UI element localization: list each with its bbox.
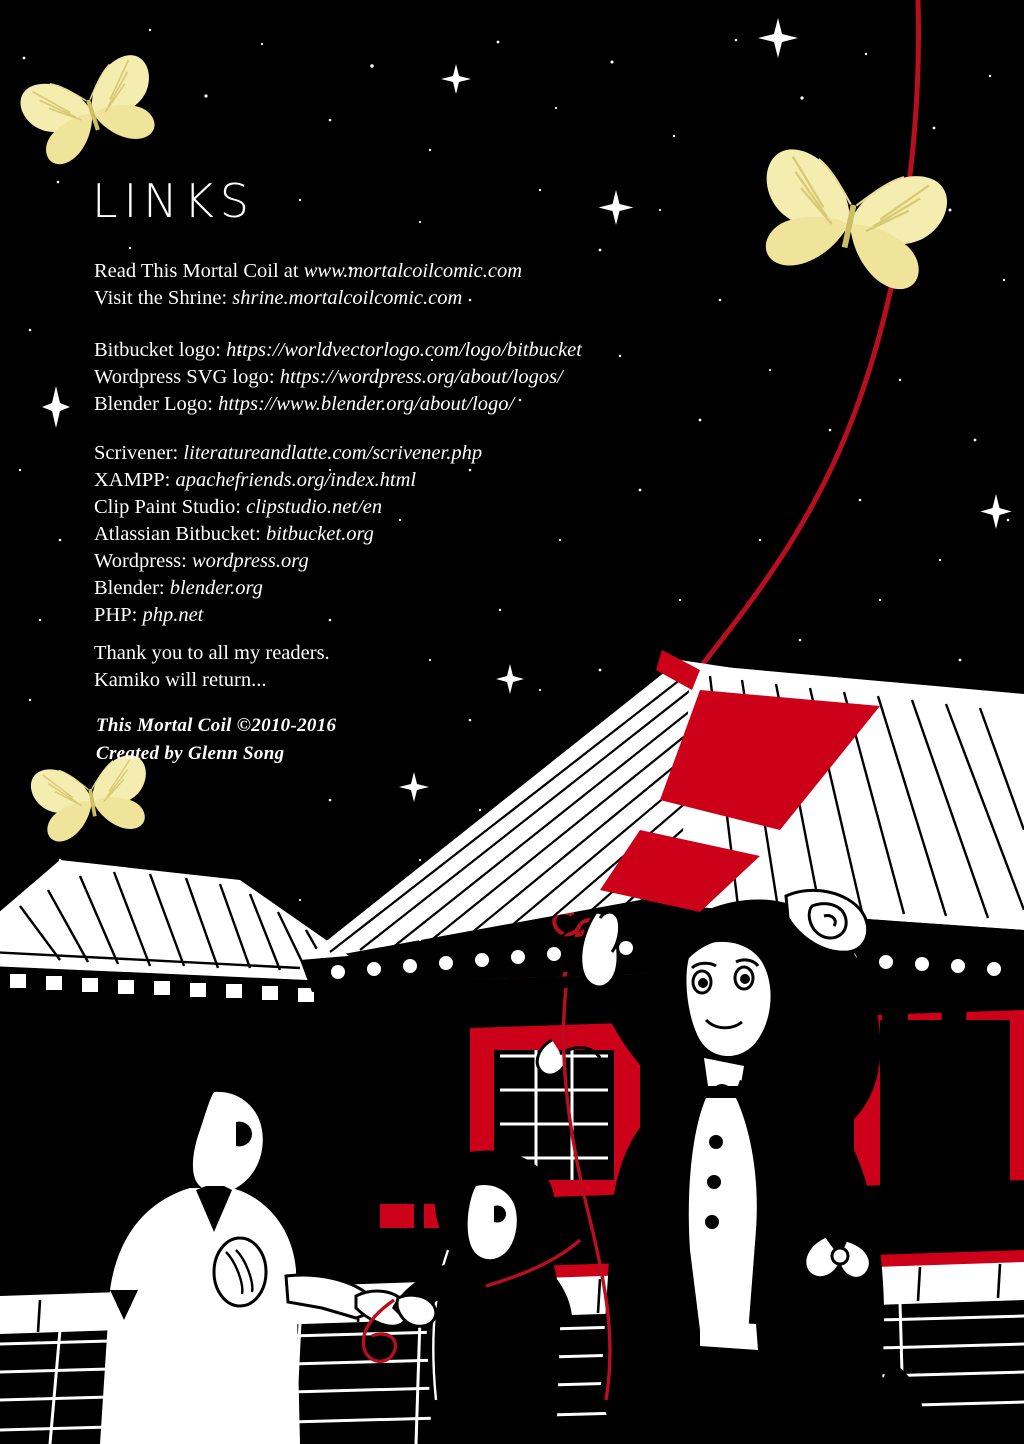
thanks-line: Kamiko will return... bbox=[94, 669, 267, 691]
logo-credit-label: Blender Logo: bbox=[94, 393, 219, 415]
logo-credit-value[interactable]: https://www.blender.org/about/logo/ bbox=[218, 393, 515, 415]
logo-credit-label: Wordpress SVG logo: bbox=[94, 366, 280, 388]
thanks-line: Thank you to all my readers. bbox=[94, 642, 330, 664]
tool-credit-value[interactable]: clipstudio.net/en bbox=[246, 496, 383, 518]
tool-credit-row bbox=[94, 602, 482, 629]
tool-credit-value[interactable]: bitbucket.org bbox=[265, 523, 374, 545]
tool-credit-value[interactable]: blender.org bbox=[169, 577, 263, 599]
tool-credit-row bbox=[94, 575, 482, 602]
tool-credit-row bbox=[94, 548, 482, 575]
site-link-label: Read This Mortal Coil at bbox=[94, 260, 304, 282]
tool-credit-value[interactable]: apachefriends.org/index.html bbox=[175, 469, 417, 491]
site-link-row bbox=[94, 285, 522, 312]
site-link-label: Visit the Shrine: bbox=[94, 287, 233, 309]
tool-credit-row bbox=[94, 440, 482, 467]
tool-credit-label: Wordpress: bbox=[94, 550, 192, 572]
tool-credit-row bbox=[94, 521, 482, 548]
tool-credit-label: Blender: bbox=[94, 577, 170, 599]
tool-credit-label: Scrivener: bbox=[94, 442, 184, 464]
tool-credits-block bbox=[94, 440, 482, 629]
tool-credit-label: PHP: bbox=[94, 604, 143, 626]
tool-credit-label: XAMPP: bbox=[94, 469, 176, 491]
logo-credit-value[interactable]: https://wordpress.org/about/logos/ bbox=[279, 366, 563, 388]
logo-credit-row bbox=[94, 391, 582, 418]
logo-credit-row bbox=[94, 364, 582, 391]
tool-credit-row bbox=[94, 494, 482, 521]
tool-credit-value[interactable]: literatureandlatte.com/scrivener.php bbox=[183, 442, 483, 464]
thanks-block bbox=[94, 640, 330, 694]
page-title: LINKS bbox=[92, 174, 255, 228]
tool-credit-label: Clip Paint Studio: bbox=[94, 496, 247, 518]
site-links-block bbox=[94, 258, 522, 312]
logo-credit-value[interactable]: https://worldvectorlogo.com/logo/bitbucket bbox=[226, 339, 582, 361]
logo-credit-row bbox=[94, 337, 582, 364]
tool-credit-label: Atlassian Bitbucket: bbox=[94, 523, 266, 545]
logo-credit-label: Bitbucket logo: bbox=[94, 339, 227, 361]
tool-credit-value[interactable]: wordpress.org bbox=[192, 550, 309, 572]
copyright-line: This Mortal Coil ©2010-2016 bbox=[96, 715, 337, 736]
site-link-value[interactable]: www.mortalcoilcomic.com bbox=[303, 260, 522, 282]
tool-credit-value[interactable]: php.net bbox=[142, 604, 204, 626]
logo-credits-block bbox=[94, 337, 582, 418]
site-link-value[interactable]: shrine.mortalcoilcomic.com bbox=[232, 287, 463, 309]
copyright-block bbox=[96, 712, 336, 768]
tool-credit-row bbox=[94, 467, 482, 494]
site-link-row bbox=[94, 258, 522, 285]
creator-line: Created by Glenn Song bbox=[96, 743, 285, 764]
